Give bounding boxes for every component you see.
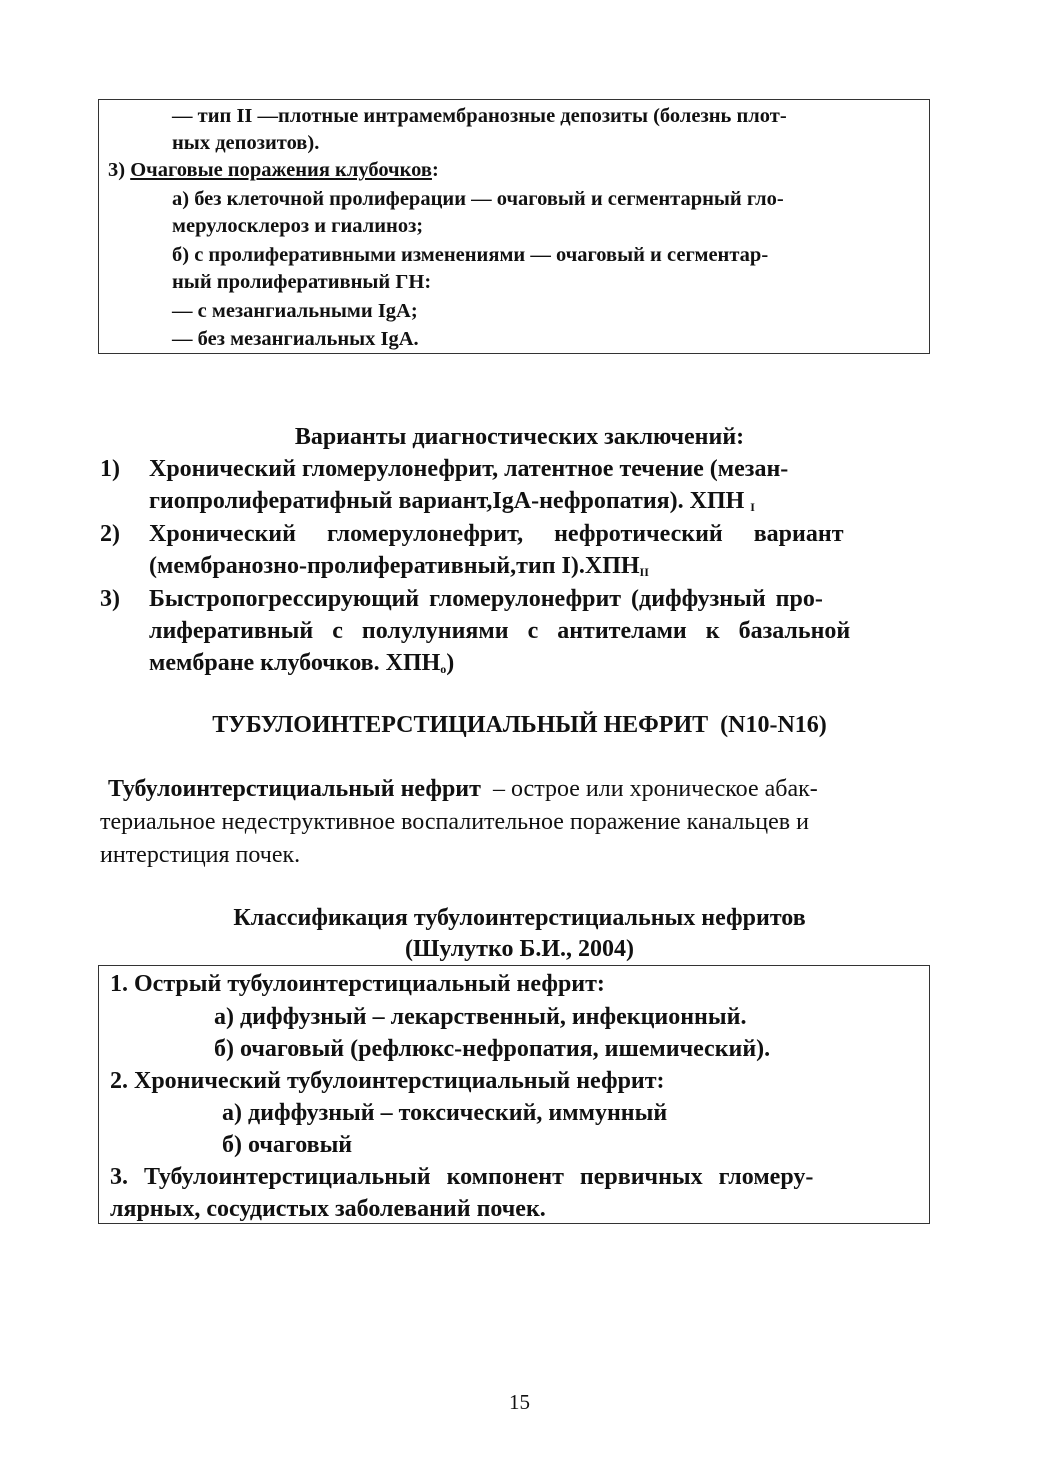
variant-3-line1: Быстропогрессирующий гломерулонефрит (диффузный про- — [149, 586, 823, 612]
box1-dash-with-iga: — с мезангиальными IgA; — [172, 300, 418, 322]
item3-title: Очаговые поражения клубочков — [130, 159, 432, 181]
definition-line2: териальное недеструктивное воспалительное поражение канальцев и — [100, 809, 809, 835]
class-component-cont: лярных, сосудистых заболеваний почек. — [110, 1196, 546, 1222]
variant-3-number: 3) — [100, 586, 120, 612]
variant-3-sub: о — [440, 662, 447, 676]
variant-2-line2-text: (мембранозно-пролиферативный,тип I).ХПН — [149, 553, 640, 579]
box1-item-a-cont: мерулосклероз и гиалиноз; — [172, 215, 424, 237]
box1-item3 — [108, 160, 439, 181]
item3-colon: : — [431, 159, 439, 181]
variant-3-line3-text: мембране клубочков. ХПН — [149, 650, 441, 676]
definition-term: Тубулоинтерстициальный нефрит — [108, 776, 481, 802]
box1-item-a: а) без клеточной пролиферации — очаговый и сегментарный гло- — [172, 188, 784, 210]
classification-heading: Классификация тубулоинтерстициальных нефритов — [233, 905, 806, 931]
box1-dash-without-iga: — без мезангиальных IgA. — [172, 328, 419, 350]
class-chronic-focal: б) очаговый — [222, 1132, 353, 1158]
variant-1-line2-text: гиопролифератифный вариант,IgA-нефропатия). ХПН — [149, 488, 745, 514]
class-chronic: 2. Хронический тубулоинтерстициальный нефрит: — [110, 1068, 665, 1094]
variant-2-line2 — [149, 554, 649, 578]
variant-3-line2: лиферативный с полулуниями с антителами к базальной — [149, 618, 851, 644]
variant-1-sub: I — [750, 500, 755, 514]
box1-line-type2-cont: ных депозитов). — [172, 132, 320, 154]
class-acute: 1. Острый тубулоинтерстициальный нефрит: — [110, 971, 605, 997]
box1-item-b: б) с пролиферативными изменениями — очаговый и сегментар- — [172, 244, 769, 266]
variant-3-line3 — [149, 651, 454, 675]
variant-1-number: 1) — [100, 456, 120, 482]
variant-2-sub: II — [639, 565, 649, 579]
variant-3-line3-end: ) — [446, 650, 455, 676]
class-acute-focal: б) очаговый (рефлюкс-нефропатия, ишемический). — [214, 1036, 771, 1062]
item3-number: 3) — [108, 159, 131, 181]
box1-item-b-cont: ный пролиферативный ГН: — [172, 271, 432, 293]
variants-heading: Варианты диагностических заключений: — [294, 424, 745, 450]
section-title: ТУБУЛОИНТЕРСТИЦИАЛЬНЫЙ НЕФРИТ (N10-N16) — [212, 712, 827, 738]
classification-source: (Шулутко Б.И., 2004) — [404, 936, 635, 962]
variant-1-line2 — [149, 489, 755, 513]
variant-2-line1: Хронический гломерулонефрит, нефротический вариант — [149, 521, 844, 547]
variant-1-line1 — [149, 457, 940, 481]
page-number: 15 — [509, 1390, 530, 1414]
class-chronic-diffuse: а) диффузный – токсический, иммунный — [222, 1100, 668, 1126]
definition-line1-rest: – острое или хроническое абак- — [480, 776, 818, 802]
definition-line1 — [108, 777, 818, 801]
class-acute-diffuse: а) диффузный – лекарственный, инфекционный. — [214, 1004, 747, 1030]
box1-line-type2: — тип II —плотные интрамембранозные депозиты (болезнь плот- — [172, 105, 787, 127]
class-component: 3. Тубулоинтерстициальный компонент первичных гломеру- — [110, 1164, 814, 1190]
variant-1-line1-text: Хронический гломерулонефрит, латентное течение (мезан- — [149, 456, 789, 482]
variant-2-number: 2) — [100, 521, 120, 547]
definition-line3: интерстиция почек. — [100, 842, 301, 868]
